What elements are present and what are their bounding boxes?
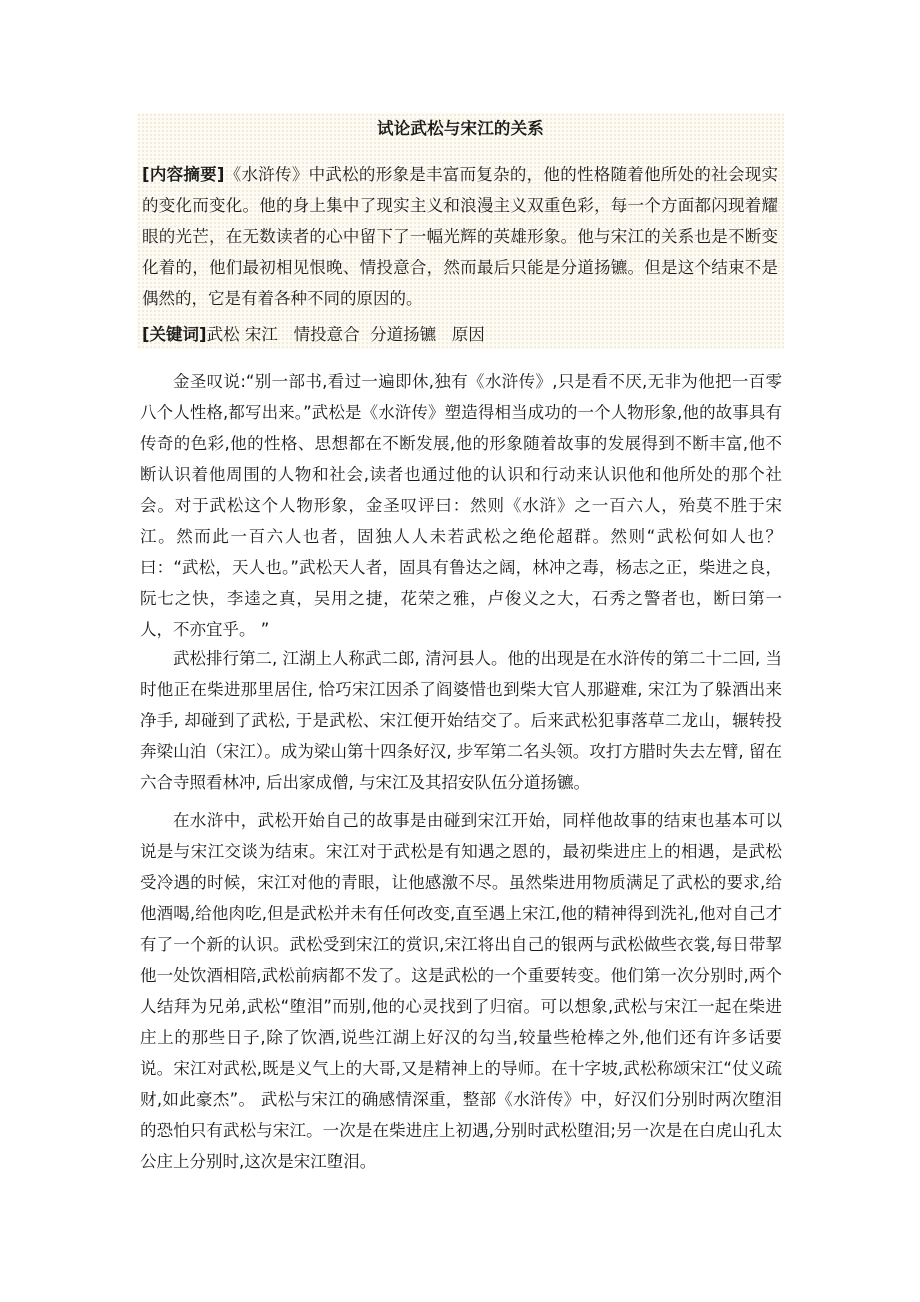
body-paragraph-2: 武松排行第二, 江湖上人称武二郎, 清河县人。他的出现是在水浒传的第二十二回, 当时他正在柴进那里居住, 恰巧宋江因杀了阎婆惜也到柴大官人那避难, 宋江为了躲酒出来净手, 却碰到了武松, 于是武松、宋江便开始结交了。后来武松犯事落草二龙山，辗转投奔梁山泊（宋江）。成为梁山第十四条好汉, 步军第二名头领。攻打方腊时失去左臂, 留在六合寺照看林冲, 后出家成僧, 与宋江及其招安队伍分道扬镳。 [140,649,782,792]
abstract-label: [内容摘要] [142,165,225,184]
abstract-paragraph [142,159,778,314]
page-title: 试论武松与宋江的关系 [377,119,544,138]
keywords-label: [关键词] [142,325,207,344]
keywords-text: 武松 宋江 情投意合 分道扬镳 原因 [206,325,485,344]
abstract-text: 《水浒传》中武松的形象是丰富而复杂的，他的性格随着他所处的社会现实的变化而变化。他的身上集中了现实主义和浪漫主义双重色彩，每一个方面都闪现着耀眼的光芒，在无数读者的心中留下了一幅光辉的英雄形象。他与宋江的关系也是不断变化着的，他们最初相见恨晚、情投意合，然而最后只能是分道扬镳。但是这个结束不是偶然的，它是有着各种不同的原因的。 [142,165,778,308]
body-paragraph-1: 金圣叹说:“别一部书,看过一遍即休,独有《水浒传》,只是看不厌,无非为他把一百零八个人性格,都写出来。”武松是《水浒传》塑造得相当成功的一个人物形象,他的故事具有传奇的色彩,他的性格、思想都在不断发展,他的形象随着故事的发展得到不断丰富,他不断认识着他周围的人物和社会,读者也通过他的认识和行动来认识他和他所处的那个社会。对于武松这个人物形象，金圣叹评曰：然则《水浒》之一百六人，殆莫不胜于宋江。然而此一百六人也者，固独人人未若武松之绝伦超群。然则“武松何如人也？曰：“武松，天人也。”武松天人者，固具有鲁达之阔，林冲之毒，杨志之正，柴进之良，阮七之快，李逵之真，吴用之捷，花荣之雅，卢俊义之大，石秀之警者也，断曰第一人，不亦宜乎。 ” [140,372,782,639]
abstract-section [137,113,784,349]
keywords-line [142,319,778,350]
body-paragraph-3: 在水浒中，武松开始自己的故事是由碰到宋江开始，同样他故事的结束也基本可以说是与宋江交谈为结束。宋江对于武松是有知遇之恩的，最初柴进庄上的相遇，是武松受冷遇的时候，宋江对他的青眼，让他感激不尽。虽然柴进用物质满足了武松的要求,给他酒喝,给他肉吃,但是武松并未有任何改变,直至遇上宋江,他的精神得到洗礼,他对自己才有了一个新的认识。武松受到宋江的赏识,宋江将出自己的银两与武松做些衣裳,每日带挈他一处饮酒相陪,武松前病都不发了。这是武松的一个重要转变。他们第一次分别时,两个人结拜为兄弟,武松“堕泪”而别,他的心灵找到了归宿。可以想象,武松与宋江一起在柴进庄上的那些日子,除了饮酒,说些江湖上好汉的勾当,较量些枪棒之外,他们还有许多话要说。宋江对武松,既是义气上的大哥,又是精神上的导师。在十字坡,武松称颂宋江“仗义疏财,如此豪杰”。 武松与宋江的确感情深重，整部《水浒传》中，好汉们分别时两次堕泪的恐怕只有武松与宋江。一次是在柴进庄上初遇,分别时武松堕泪;另一次是在白虎山孔太公庄上分别时,这次是宋江堕泪。 [140,811,782,1171]
